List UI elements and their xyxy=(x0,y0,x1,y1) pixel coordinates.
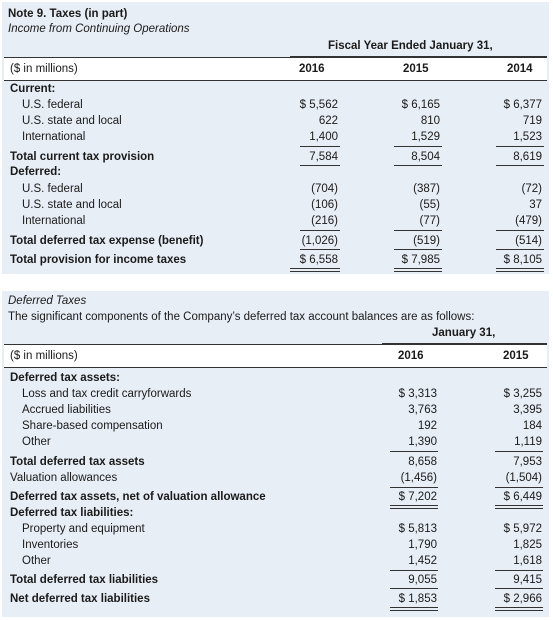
cell-2016: 622 xyxy=(318,115,338,127)
double-rule xyxy=(495,505,543,509)
period-header: January 31, xyxy=(432,327,496,339)
cell-2015: 8,504 xyxy=(411,151,440,163)
row-label: Loss and tax credit carryforwards xyxy=(22,388,192,400)
cell-2016: 1,790 xyxy=(408,539,437,551)
period-underline xyxy=(382,343,547,344)
total-rule xyxy=(496,165,544,166)
row-label: Property and equipment xyxy=(22,523,145,535)
row-label: U.S. state and local xyxy=(22,115,122,127)
cell-2016: 3,763 xyxy=(408,404,437,416)
cell-2014: (72) xyxy=(521,183,542,195)
cell-2015: $ 6,165 xyxy=(401,99,440,111)
cell-2016: $ 5,562 xyxy=(299,99,338,111)
cell-2016: 9,055 xyxy=(408,574,437,586)
cell-2014: (514) xyxy=(515,235,542,247)
subtotal-rule xyxy=(495,451,543,452)
cell-2015: 3,395 xyxy=(513,404,542,416)
year-header-2015: 2015 xyxy=(403,63,429,75)
cell-2015: $ 5,972 xyxy=(503,523,542,535)
row-label: Accrued liabilities xyxy=(22,404,111,416)
row-label: Inventories xyxy=(22,539,79,551)
cell-2014: (479) xyxy=(515,215,542,227)
cell-2016: 8,658 xyxy=(408,456,437,468)
double-rule xyxy=(390,607,438,611)
cell-2015: (519) xyxy=(413,235,440,247)
cell-2015: 184 xyxy=(522,420,542,432)
double-rule xyxy=(390,505,438,509)
cell-2016: $ 7,202 xyxy=(398,491,437,503)
subtotal-rule xyxy=(495,487,543,488)
row-label: Share-based compensation xyxy=(22,420,163,432)
cell-2016: 7,584 xyxy=(309,151,338,163)
deferred-taxes-panel xyxy=(2,291,549,617)
section-intro: The significant components of the Company’s deferred tax account balances are as follows: xyxy=(8,311,475,323)
row-label: U.S. federal xyxy=(22,99,83,111)
cell-2016: (106) xyxy=(311,199,338,211)
cell-2016: 1,390 xyxy=(408,436,437,448)
row-label: International xyxy=(22,131,86,143)
subtotal-rule xyxy=(495,588,543,589)
year-header-2016: 2016 xyxy=(299,63,325,75)
subtotal-rule xyxy=(496,249,544,250)
cell-2014: 1,523 xyxy=(513,131,542,143)
double-rule xyxy=(290,268,340,272)
row-label: International xyxy=(22,215,86,227)
cell-2015: $ 2,966 xyxy=(503,593,542,605)
cell-2016: (1,026) xyxy=(301,235,338,247)
cell-2014: 37 xyxy=(529,199,542,211)
year-header-2014: 2014 xyxy=(507,63,533,75)
double-rule xyxy=(496,268,544,272)
deferred-label: Deferred: xyxy=(10,166,62,178)
total-rule xyxy=(300,165,340,166)
subtotal-rule xyxy=(394,249,442,250)
total-label: Deferred tax assets, net of valuation allowance xyxy=(10,491,266,503)
total-label: Total provision for income taxes xyxy=(10,254,187,266)
cell-2016: 192 xyxy=(417,420,437,432)
cell-2016: 1,400 xyxy=(309,131,338,143)
current-label: Current: xyxy=(10,83,56,95)
unit-label: ($ in millions) xyxy=(10,350,78,362)
year-header-2016: 2016 xyxy=(398,350,424,362)
total-rule xyxy=(394,165,442,166)
subtotal-rule xyxy=(390,570,438,571)
cell-2015: 1,529 xyxy=(411,131,440,143)
section-subtitle: Deferred Taxes xyxy=(8,295,87,307)
year-header-2015: 2015 xyxy=(503,350,529,362)
cell-2014: 719 xyxy=(522,115,542,127)
cell-2016: (1,456) xyxy=(400,472,437,484)
cell-2015: 1,618 xyxy=(513,555,542,567)
double-rule xyxy=(495,607,543,611)
cell-2015: 9,415 xyxy=(513,574,542,586)
subtotal-rule xyxy=(300,249,340,250)
cell-2016: $ 5,813 xyxy=(398,523,437,535)
header-band xyxy=(4,57,547,81)
subtotal-rule xyxy=(300,230,340,231)
cell-2015: $ 6,449 xyxy=(503,491,542,503)
subtotal-rule xyxy=(496,230,544,231)
unit-label: ($ in millions) xyxy=(10,63,78,75)
cell-2015: 1,119 xyxy=(514,436,542,448)
cell-2016: $ 3,313 xyxy=(398,388,437,400)
cell-2014: $ 6,377 xyxy=(503,99,542,111)
cell-2015: 810 xyxy=(420,115,440,127)
row-label: Other xyxy=(22,436,51,448)
cell-2014: 8,619 xyxy=(513,151,542,163)
cell-2016: $ 6,558 xyxy=(299,254,338,266)
row-label: Other xyxy=(22,555,51,567)
total-label: Total deferred tax liabilities xyxy=(10,574,159,586)
cell-2015: (55) xyxy=(419,199,440,211)
subtotal-rule xyxy=(394,230,442,231)
subtotal-rule xyxy=(390,451,438,452)
subtotal-rule xyxy=(496,146,544,147)
cell-2015: 1,825 xyxy=(513,539,542,551)
cell-2015: $ 7,985 xyxy=(401,254,440,266)
subtotal-rule xyxy=(390,588,438,589)
subtotal-rule xyxy=(300,146,340,147)
cell-2016: (216) xyxy=(311,215,338,227)
total-label: Total current tax provision xyxy=(10,151,155,163)
total-label: Total deferred tax assets xyxy=(10,456,145,468)
note-title: Note 9. Taxes (in part) xyxy=(8,8,128,20)
liabilities-label: Deferred tax liabilities: xyxy=(10,507,134,519)
cell-2015: (387) xyxy=(413,183,440,195)
period-underline xyxy=(290,56,547,57)
cell-2016: 1,452 xyxy=(408,555,437,567)
cell-2016: (704) xyxy=(311,183,338,195)
section-subtitle: Income from Continuing Operations xyxy=(8,23,190,35)
header-band xyxy=(4,344,547,368)
subtotal-rule xyxy=(394,146,442,147)
row-label: Valuation allowances xyxy=(10,472,118,484)
income-taxes-panel xyxy=(2,2,549,274)
row-label: U.S. state and local xyxy=(22,199,122,211)
period-header: Fiscal Year Ended January 31, xyxy=(328,40,493,52)
subtotal-rule xyxy=(495,570,543,571)
subtotal-rule xyxy=(390,487,438,488)
cell-2015: 7,953 xyxy=(513,456,542,468)
cell-2015: $ 3,255 xyxy=(503,388,542,400)
cell-2015: (1,504) xyxy=(505,472,542,484)
double-rule xyxy=(394,268,442,272)
row-label: U.S. federal xyxy=(22,183,83,195)
cell-2015: (77) xyxy=(419,215,440,227)
total-label: Total deferred tax expense (benefit) xyxy=(10,235,204,247)
cell-2016: $ 1,853 xyxy=(398,593,437,605)
cell-2014: $ 8,105 xyxy=(503,254,542,266)
total-label: Net deferred tax liabilities xyxy=(10,593,150,605)
assets-label: Deferred tax assets: xyxy=(10,372,120,384)
